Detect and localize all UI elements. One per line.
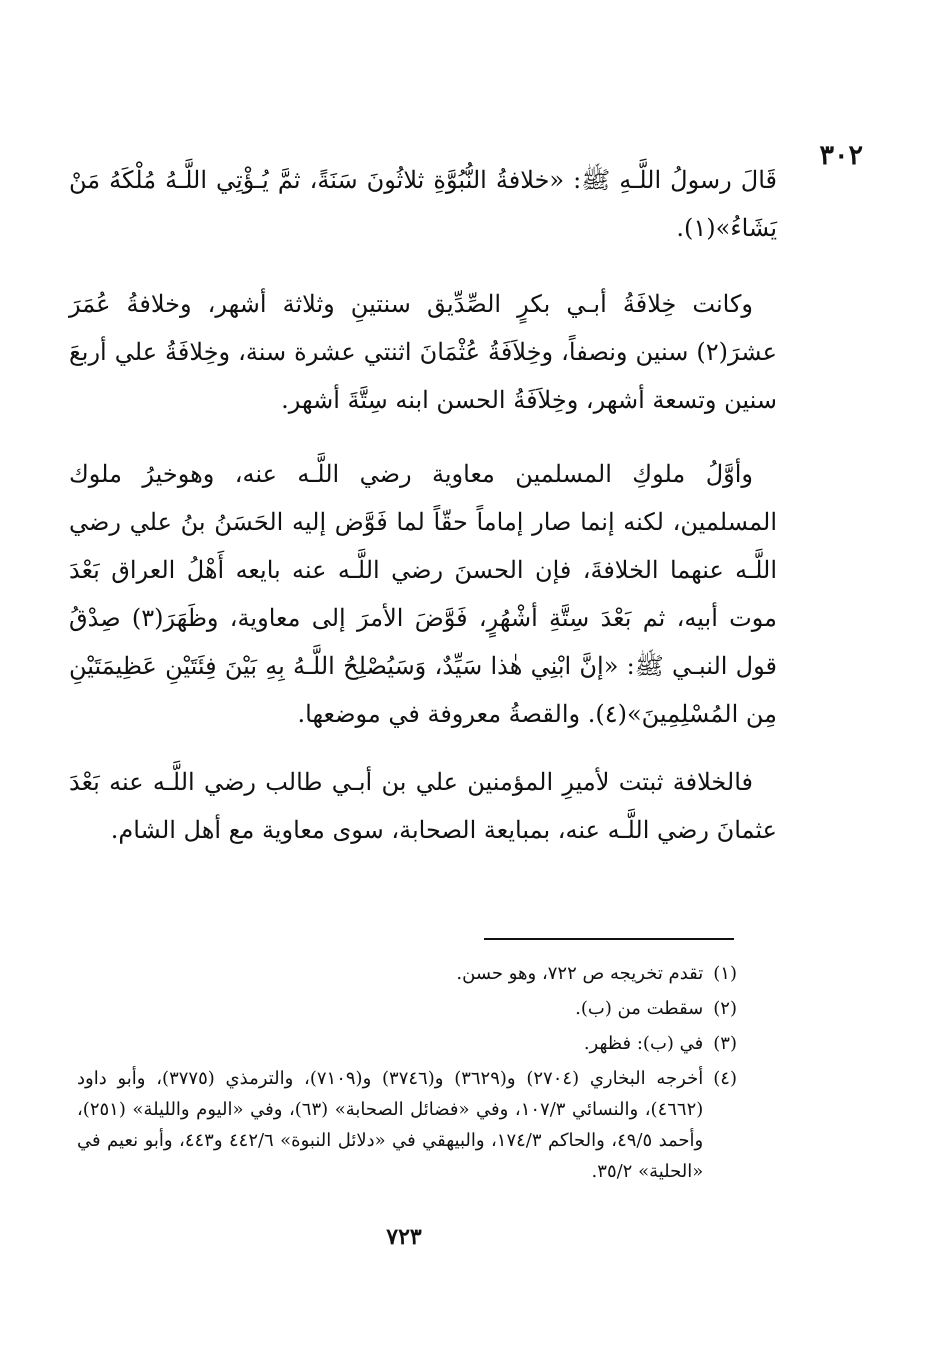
paragraph-caliphate-durations: وكانت خِلافَةُ أبـي بكرٍ الصِّدِّيق سنتينِ وثلاثة أشهر، وخلافةُ عُمَرَ عشرَ(٢) سنين ونصفاً، وخِلاَفَةُ عُثْمَانَ اثنتي عشرة سنة، وخِلافَةُ علي أربعَ سنين وتسعة أشهر، وخِلاَفَةُ الحسن ابنه سِتَّةَ أشهر.: [69, 290, 777, 414]
footnotes: [77, 958, 737, 1191]
footnote-text: سقطت من (ب).: [575, 998, 704, 1019]
footnote-text: في (ب): فظهر.: [583, 1033, 704, 1054]
footnote-2: [77, 993, 737, 1024]
paragraph-caliphate-ali: فالخلافة ثبتت لأميرِ المؤمنين علي بن أبـي طالب رضي اللَّـه عنه بَعْدَ عثمانَ رضي اللَّـه عنه، بمبايعة الصحابة، سوى معاوية مع أهل الشام.: [69, 768, 777, 844]
page-number: ٧٢٣: [386, 1224, 422, 1250]
hadith-text: قَالَ رسولُ اللَّـهِ ﷺ: «خلافةُ النُّبُوَّةِ ثلاثُونَ سَنَةً، ثمَّ يُـؤْتِي اللَّـهُ مُلْكَهُ مَنْ يَشَاءُ»(١).: [69, 166, 777, 242]
footnote-1: [77, 958, 737, 989]
footnote-divider: [484, 938, 734, 940]
footnote-4: [77, 1063, 737, 1187]
footnote-3: [77, 1028, 737, 1059]
footnote-text: أخرجه البخاري (٢٧٠٤) و(٣٦٢٩) و(٣٧٤٦) و(٧١٠٩)، والترمذي (٣٧٧٥)، وأبو داود (٤٦٦٢)، والنسائي ١٠٧/٣، وفي «فضائل الصحابة» (٦٣)، وفي «اليوم والليلة» (٢٥١)، وأحمد ٤٩/٥، والحاكم ١٧٤/٣، والبيهقي في «دلائل النبوة» ٤٤٢/٦ و٤٤٣، وأبو نعيم في «الحلية» ٣٥/٢.: [77, 1068, 704, 1182]
hadith-number: ٣٠٢: [819, 140, 863, 171]
footnote-text: تقدم تخريجه ص ٧٢٢، وهو حسن.: [456, 963, 704, 984]
paragraph-first-kings: وأوَّلُ ملوكِ المسلمين معاوية رضي اللَّـه عنه، وهوخيرُ ملوك المسلمين، لكنه إنما صار إماماً حقّاً لما فَوَّض إليه الحَسَنُ بنُ علي رضي اللَّـه عنهما الخلافةَ، فإن الحسنَ رضي اللَّـه عنه بايعه أَهْلُ العراق بَعْدَ موت أبيه، ثم بَعْدَ سِتَّةِ أشْهُرٍ، فَوَّضَ الأمرَ إلى معاوية، وظَهَرَ(٣) صِدْقُ قول النبـي ﷺ: «إنَّ ابْنِي هٰذا سَيِّدٌ، وَسَيُصْلِحُ اللَّـهُ بِهِ بَيْنَ فِئَتَيْنِ عَظِيمَتَيْنِ مِن المُسْلِمِينَ»(٤). والقصةُ معروفة في موضعها.: [69, 460, 777, 728]
footnote-number: (٤): [713, 1068, 737, 1089]
footnote-number: (١): [713, 963, 737, 984]
footnote-number: (٢): [713, 998, 737, 1019]
footnote-number: (٣): [713, 1033, 737, 1054]
